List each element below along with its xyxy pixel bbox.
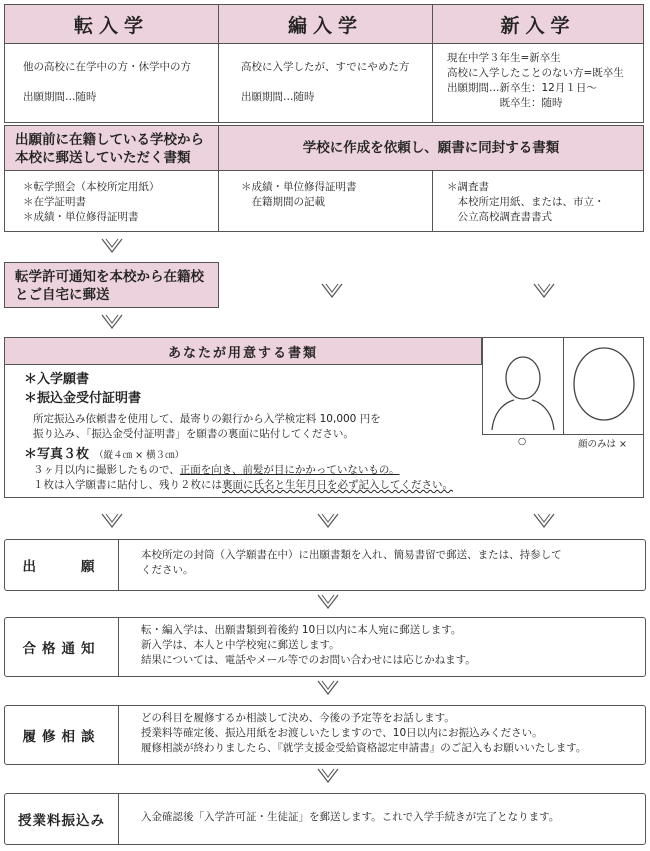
desc-hennyugaku — [218, 43, 433, 123]
doc-item-photo: ＊写真３枚 （縦４㎝ × 横３㎝） — [24, 447, 185, 462]
doc-item: ＊在学証明書 — [23, 196, 86, 208]
chevron-down-icon — [317, 594, 339, 610]
step-text: 転・編入学は、出願書類到着後約 10日以内に本人宛に郵送します。 新入学は、本人と中学校宛に郵送します。 結果については、電話やメール等でのお問い合わせには応じかねます。 — [141, 624, 476, 666]
doc-item-receipt-desc: 所定振込み依頼書を使用して、最寄りの銀行から入学検定料 10,000 円を 振り込み、「振込金受付証明書」を願書の裏面に貼付してください。 — [33, 413, 381, 440]
section2-col1 — [4, 170, 219, 232]
doc-item-photo-desc: ３ヶ月以内に撮影したもので、正面を向き、前髪が目にかかっていないもの。 １枚は入学願書に貼付し、残り２枚には裏面に氏名と生年月日を必ず記入してください。 — [33, 464, 453, 491]
section2-col3 — [432, 170, 644, 232]
chevron-down-icon — [317, 513, 339, 529]
desc-line: 現在中学３年生=新卒生 — [447, 52, 561, 64]
transfer-notice-box: 転学許可通知を本校から在籍校 とご自宅に郵送 — [4, 262, 219, 308]
doc-item: 本校所定用紙、または、市立・ — [447, 196, 605, 208]
chevron-down-icon — [101, 513, 123, 529]
desc-shinnyugaku — [432, 43, 644, 123]
step-course-consultation — [4, 705, 646, 765]
header-shinnyugaku: 新入学 — [432, 4, 644, 44]
step-tuition-payment — [4, 793, 646, 845]
chevron-down-icon — [533, 283, 555, 299]
portrait-face-only-icon — [565, 340, 643, 432]
desc-line: 出願期間…新卒生：12月１日～ — [447, 82, 597, 94]
desc-line: 他の高校に在学中の方・休学中の方 — [23, 61, 191, 73]
doc-item: 公立高校調査書書式 — [447, 211, 552, 223]
chevron-down-icon — [321, 283, 343, 299]
desc-tennyugaku — [4, 43, 219, 123]
desc-line: 出願期間…随時 — [241, 91, 315, 103]
doc-item: ＊調査書 — [447, 181, 489, 193]
portrait-ok-icon — [484, 340, 562, 432]
chevron-down-icon — [101, 314, 123, 330]
photo-ok-mark: ○ — [518, 436, 527, 447]
photo-divider — [563, 337, 564, 435]
step-application — [4, 539, 646, 591]
step-text: 入金確認後「入学許可証・生徒証」を郵送します。これで入学手続きが完了となります。 — [141, 811, 560, 823]
desc-line: 高校に入学したが、すでにやめた方 — [241, 61, 410, 73]
header-tennyugaku: 転入学 — [4, 4, 219, 44]
step-label: 履修相談 — [5, 706, 119, 764]
doc-item-application: ＊入学願書 — [24, 372, 90, 387]
documents-title: あなたが用意する書類 — [5, 338, 482, 365]
doc-item: ＊転学照会（本校所定用紙） — [23, 181, 160, 193]
chevron-down-icon — [317, 768, 339, 784]
step-label: 出 願 — [5, 540, 119, 590]
section2-right-title: 学校に作成を依頼し、願書に同封する書類 — [218, 125, 644, 171]
chevron-down-icon — [533, 513, 555, 529]
chevron-down-icon — [101, 238, 123, 254]
chevron-down-icon — [317, 680, 339, 696]
doc-item-receipt: ＊振込金受付証明書 — [24, 391, 142, 406]
desc-line: 出願期間…随時 — [23, 91, 97, 103]
section2-col2 — [218, 170, 433, 232]
step-label: 授業料振込み — [5, 794, 119, 844]
photo-ng-label: 顔のみは × — [578, 439, 627, 450]
step-result-notice — [4, 617, 646, 677]
step-label: 合格通知 — [5, 618, 119, 676]
header-hennyugaku: 編入学 — [218, 4, 433, 44]
desc-line: 高校に入学したことのない方=既卒生 — [447, 67, 624, 79]
doc-item: ＊成績・単位修得証明書 — [23, 211, 139, 223]
step-text: 本校所定の封筒（入学願書在中）に出願書類を入れ、簡易書留で郵送、または、持参して ください。 — [141, 549, 562, 576]
desc-line: 既卒生：随時 — [447, 97, 563, 109]
step-text: どの科目を履修するか相談して決め、今後の予定等をお話します。 授業料等確定後、振込用紙をお渡しいたしますので、10日以内にお振込みください。 履修相談が終わりましたら、『就学支援金受給資格認定申請書』のご記入もお願いいたします。 — [141, 712, 587, 754]
section2-left-title: 出願前に在籍している学校から 本校に郵送していただく書類 — [4, 125, 219, 171]
doc-item: ＊成績・単位修得証明書 — [241, 181, 357, 193]
doc-item: 在籍期間の記載 — [241, 196, 325, 208]
